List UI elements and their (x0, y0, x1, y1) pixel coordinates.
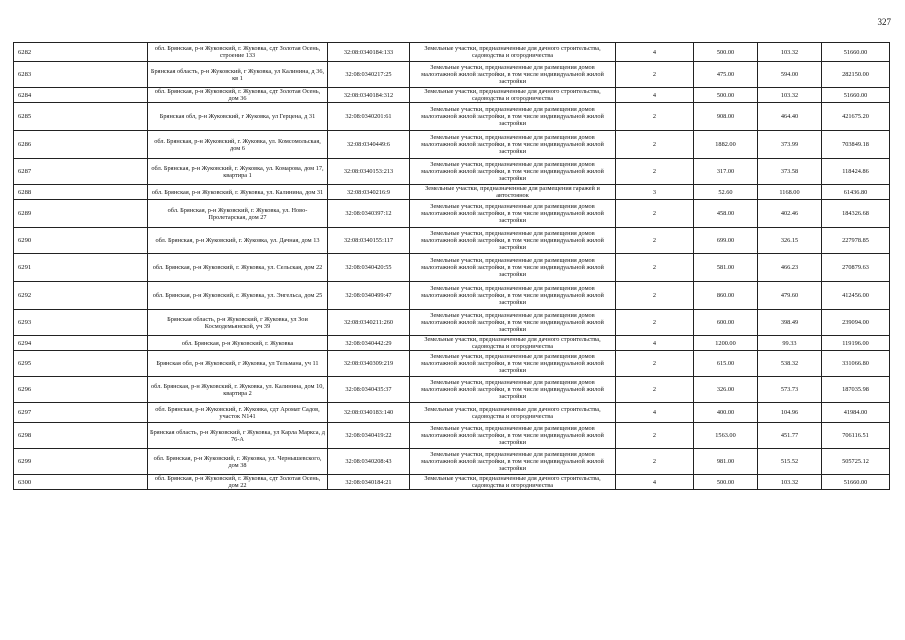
cadastral-value-cell: 51660.00 (822, 475, 890, 490)
land-use-cell: Земельные участки, предназначенные для размещения домов малоэтажной жилой застройки, в том числе индивидуальной жилой застройки (410, 131, 616, 159)
cadastral-value-cell: 118424.86 (822, 159, 890, 185)
group-cell: 3 (616, 185, 694, 200)
cadastral-value-cell: 227978.85 (822, 228, 890, 254)
cadastral-number-cell: 32:08:0340442:29 (328, 336, 410, 351)
group-cell: 2 (616, 62, 694, 88)
specific-value-cell: 103.32 (758, 43, 822, 62)
address-cell: обл. Брянская, р-н Жуковский, г. Жуковка, сдт Аромат Садов, участок N141 (148, 403, 328, 423)
address-cell: обл. Брянская, р-н Жуковский, г. Жуковка, ул. Энгельса, дом 25 (148, 282, 328, 310)
group-cell: 2 (616, 351, 694, 377)
land-use-cell: Земельные участки, предназначенные для размещения домов малоэтажной жилой застройки, в том числе индивидуальной жилой застройки (410, 62, 616, 88)
land-use-cell: Земельные участки, предназначенные для размещения домов малоэтажной жилой застройки, в том числе индивидуальной жилой застройки (410, 228, 616, 254)
group-cell: 4 (616, 475, 694, 490)
area-cell: 1200.00 (694, 336, 758, 351)
table-row (14, 185, 890, 200)
area-cell: 500.00 (694, 88, 758, 103)
specific-value-cell: 103.32 (758, 88, 822, 103)
address-cell: обл. Брянская, р-н Жуковский, г. Жуковка, сдт Золотая Осень, дом 36 (148, 88, 328, 103)
specific-value-cell: 451.77 (758, 423, 822, 449)
table-row (14, 336, 890, 351)
address-cell: обл. Брянская, р-н Жуковский, г. Жуковка, ул. Комарова, дом 17, квартира 1 (148, 159, 328, 185)
group-cell: 4 (616, 43, 694, 62)
land-use-cell: Земельные участки, предназначенные для размещения домов малоэтажной жилой застройки, в том числе индивидуальной жилой застройки (410, 282, 616, 310)
cadastral-number-cell: 32:08:0340211:260 (328, 310, 410, 336)
row-number-cell: 6290 (14, 228, 148, 254)
address-cell: обл. Брянская, р-н Жуковский, г. Жуковка, ул. Сельская, дом 22 (148, 254, 328, 282)
address-cell: обл. Брянская, р-н Жуковский, г. Жуковка, ул. Дачная, дом 13 (148, 228, 328, 254)
row-number-cell: 6297 (14, 403, 148, 423)
page-number: 327 (877, 17, 891, 27)
area-cell: 1882.00 (694, 131, 758, 159)
address-cell: Брянская обл, р-н Жуковский, г Жуковка, ул Герцена, д 31 (148, 103, 328, 131)
group-cell: 4 (616, 403, 694, 423)
group-cell: 4 (616, 336, 694, 351)
cadastral-number-cell: 32:08:0340184:133 (328, 43, 410, 62)
group-cell: 4 (616, 88, 694, 103)
cadastral-value-cell: 331066.80 (822, 351, 890, 377)
group-cell: 2 (616, 449, 694, 475)
cadastral-number-cell: 32:08:0340419:22 (328, 423, 410, 449)
specific-value-cell: 326.15 (758, 228, 822, 254)
land-use-cell: Земельные участки, предназначенные для дачного строительства, садоводства и огородничества (410, 403, 616, 423)
address-cell: Брянская область, р-н Жуковский, г Жуковка, ул Зои Космодемьянской, уч 39 (148, 310, 328, 336)
row-number-cell: 6289 (14, 200, 148, 228)
address-cell: обл. Брянская, р-н Жуковский, г. Жуковка, ул. Калинина, дом 10, квартира 2 (148, 377, 328, 403)
specific-value-cell: 1168.00 (758, 185, 822, 200)
row-number-cell: 6286 (14, 131, 148, 159)
specific-value-cell: 398.49 (758, 310, 822, 336)
land-use-cell: Земельные участки, предназначенные для размещения гаражей и автостоянок (410, 185, 616, 200)
cadastral-number-cell: 32:08:0340449:6 (328, 131, 410, 159)
specific-value-cell: 373.58 (758, 159, 822, 185)
row-number-cell: 6288 (14, 185, 148, 200)
specific-value-cell: 402.46 (758, 200, 822, 228)
area-cell: 400.00 (694, 403, 758, 423)
cadastral-value-cell: 703849.18 (822, 131, 890, 159)
land-use-cell: Земельные участки, предназначенные для размещения домов малоэтажной жилой застройки, в том числе индивидуальной жилой застройки (410, 200, 616, 228)
cadastral-number-cell: 32:08:0340397:12 (328, 200, 410, 228)
area-cell: 326.00 (694, 377, 758, 403)
row-number-cell: 6298 (14, 423, 148, 449)
row-number-cell: 6293 (14, 310, 148, 336)
cadastral-number-cell: 32:08:0340217:25 (328, 62, 410, 88)
land-use-cell: Земельные участки, предназначенные для размещения домов малоэтажной жилой застройки, в том числе индивидуальной жилой застройки (410, 254, 616, 282)
group-cell: 2 (616, 228, 694, 254)
address-cell: Брянская область, р-н Жуковский, г Жуковка, ул Карла Маркса, д 76-А (148, 423, 328, 449)
area-cell: 600.00 (694, 310, 758, 336)
specific-value-cell: 573.73 (758, 377, 822, 403)
cadastral-value-cell: 412456.00 (822, 282, 890, 310)
cadastral-number-cell: 32:08:0340184:21 (328, 475, 410, 490)
specific-value-cell: 479.60 (758, 282, 822, 310)
specific-value-cell: 104.96 (758, 403, 822, 423)
area-cell: 317.00 (694, 159, 758, 185)
cadastral-number-cell: 32:08:0340420:55 (328, 254, 410, 282)
address-cell: обл. Брянская, р-н Жуковский, г. Жуковка, ул. Комсомольская, дом 6 (148, 131, 328, 159)
address-cell: обл. Брянская, р-н Жуковский, г. Жуковка, сдт Золотая Осень, дом 22 (148, 475, 328, 490)
land-use-cell: Земельные участки, предназначенные для размещения домов малоэтажной жилой застройки, в том числе индивидуальной жилой застройки (410, 449, 616, 475)
cadastral-value-cell: 51660.00 (822, 43, 890, 62)
area-cell: 458.00 (694, 200, 758, 228)
land-use-cell: Земельные участки, предназначенные для размещения домов малоэтажной жилой застройки, в том числе индивидуальной жилой застройки (410, 103, 616, 131)
land-use-cell: Земельные участки, предназначенные для дачного строительства, садоводства и огородничества (410, 43, 616, 62)
cadastral-value-cell: 239094.00 (822, 310, 890, 336)
table-row (14, 310, 890, 336)
address-cell: обл. Брянская, р-н Жуковский, г. Жуковка (148, 336, 328, 351)
land-use-cell: Земельные участки, предназначенные для размещения домов малоэтажной жилой застройки, в том числе индивидуальной жилой застройки (410, 159, 616, 185)
cadastral-value-cell: 61436.80 (822, 185, 890, 200)
group-cell: 2 (616, 254, 694, 282)
cadastral-number-cell: 32:08:0340216:9 (328, 185, 410, 200)
area-cell: 981.00 (694, 449, 758, 475)
row-number-cell: 6292 (14, 282, 148, 310)
table-row (14, 377, 890, 403)
cadastral-number-cell: 32:08:0340208:43 (328, 449, 410, 475)
cadastral-number-cell: 32:08:0340309:219 (328, 351, 410, 377)
row-number-cell: 6300 (14, 475, 148, 490)
cadastral-value-cell: 41984.00 (822, 403, 890, 423)
table-row (14, 403, 890, 423)
specific-value-cell: 99.33 (758, 336, 822, 351)
row-number-cell: 6291 (14, 254, 148, 282)
group-cell: 2 (616, 310, 694, 336)
table-row (14, 351, 890, 377)
area-cell: 908.00 (694, 103, 758, 131)
specific-value-cell: 466.23 (758, 254, 822, 282)
table-row (14, 43, 890, 62)
cadastral-value-cell: 51660.00 (822, 88, 890, 103)
group-cell: 2 (616, 131, 694, 159)
area-cell: 52.60 (694, 185, 758, 200)
table-row (14, 88, 890, 103)
area-cell: 1563.00 (694, 423, 758, 449)
land-use-cell: Земельные участки, предназначенные для размещения домов малоэтажной жилой застройки, в том числе индивидуальной жилой застройки (410, 351, 616, 377)
specific-value-cell: 464.40 (758, 103, 822, 131)
cadastral-value-cell: 282150.00 (822, 62, 890, 88)
row-number-cell: 6295 (14, 351, 148, 377)
row-number-cell: 6287 (14, 159, 148, 185)
cadastral-number-cell: 32:08:0340183:140 (328, 403, 410, 423)
address-cell: обл. Брянская, р-н Жуковский, г. Жуковка, ул. Чернышевского, дом 38 (148, 449, 328, 475)
area-cell: 699.00 (694, 228, 758, 254)
cadastral-number-cell: 32:08:0340184:312 (328, 88, 410, 103)
cadastral-number-cell: 32:08:0340435:37 (328, 377, 410, 403)
group-cell: 2 (616, 377, 694, 403)
row-number-cell: 6285 (14, 103, 148, 131)
group-cell: 2 (616, 103, 694, 131)
land-use-cell: Земельные участки, предназначенные для размещения домов малоэтажной жилой застройки, в том числе индивидуальной жилой застройки (410, 423, 616, 449)
cadastral-value-cell: 184326.68 (822, 200, 890, 228)
table-row (14, 475, 890, 490)
table-body (14, 43, 890, 490)
specific-value-cell: 538.32 (758, 351, 822, 377)
group-cell: 2 (616, 200, 694, 228)
cadastral-number-cell: 32:08:0340153:213 (328, 159, 410, 185)
table-row (14, 228, 890, 254)
row-number-cell: 6299 (14, 449, 148, 475)
area-cell: 581.00 (694, 254, 758, 282)
specific-value-cell: 103.32 (758, 475, 822, 490)
address-cell: обл. Брянская, р-н Жуковский, г. Жуковка, сдт Золотая Осень, строение 133 (148, 43, 328, 62)
table-row (14, 103, 890, 131)
cadastral-number-cell: 32:08:0340201:61 (328, 103, 410, 131)
area-cell: 615.00 (694, 351, 758, 377)
area-cell: 500.00 (694, 475, 758, 490)
land-use-cell: Земельные участки, предназначенные для размещения домов малоэтажной жилой застройки, в том числе индивидуальной жилой застройки (410, 377, 616, 403)
row-number-cell: 6282 (14, 43, 148, 62)
address-cell: обл. Брянская, р-н Жуковский, г. Жуковка, ул. Ново-Пролетарская, дом 27 (148, 200, 328, 228)
specific-value-cell: 373.99 (758, 131, 822, 159)
table-row (14, 254, 890, 282)
address-cell: Брянская обл, р-н Жуковский, г Жуковка, ул Тельмана, уч 11 (148, 351, 328, 377)
cadastral-number-cell: 32:08:0340499:47 (328, 282, 410, 310)
land-use-cell: Земельные участки, предназначенные для дачного строительства, садоводства и огородничества (410, 336, 616, 351)
specific-value-cell: 594.00 (758, 62, 822, 88)
cadastral-value-cell: 119196.00 (822, 336, 890, 351)
area-cell: 500.00 (694, 43, 758, 62)
table-row (14, 62, 890, 88)
row-number-cell: 6294 (14, 336, 148, 351)
row-number-cell: 6296 (14, 377, 148, 403)
land-use-cell: Земельные участки, предназначенные для размещения домов малоэтажной жилой застройки, в том числе индивидуальной жилой застройки (410, 310, 616, 336)
table-row (14, 131, 890, 159)
group-cell: 2 (616, 423, 694, 449)
cadastral-value-cell: 706116.51 (822, 423, 890, 449)
land-use-cell: Земельные участки, предназначенные для дачного строительства, садоводства и огородничества (410, 88, 616, 103)
table-row (14, 159, 890, 185)
specific-value-cell: 515.52 (758, 449, 822, 475)
table-row (14, 200, 890, 228)
area-cell: 860.00 (694, 282, 758, 310)
area-cell: 475.00 (694, 62, 758, 88)
row-number-cell: 6284 (14, 88, 148, 103)
land-registry-table (13, 42, 890, 490)
address-cell: обл. Брянская, р-н Жуковский, г. Жуковка, ул. Калинина, дом 31 (148, 185, 328, 200)
group-cell: 2 (616, 282, 694, 310)
cadastral-value-cell: 270879.63 (822, 254, 890, 282)
group-cell: 2 (616, 159, 694, 185)
address-cell: Брянская область, р-н Жуковский, г Жуковка, ул Калинина, д 36, кв 1 (148, 62, 328, 88)
cadastral-value-cell: 505725.12 (822, 449, 890, 475)
row-number-cell: 6283 (14, 62, 148, 88)
cadastral-value-cell: 187035.98 (822, 377, 890, 403)
table-row (14, 282, 890, 310)
table-row (14, 449, 890, 475)
land-use-cell: Земельные участки, предназначенные для дачного строительства, садоводства и огородничества (410, 475, 616, 490)
table-row (14, 423, 890, 449)
cadastral-number-cell: 32:08:0340155:117 (328, 228, 410, 254)
cadastral-value-cell: 421675.20 (822, 103, 890, 131)
